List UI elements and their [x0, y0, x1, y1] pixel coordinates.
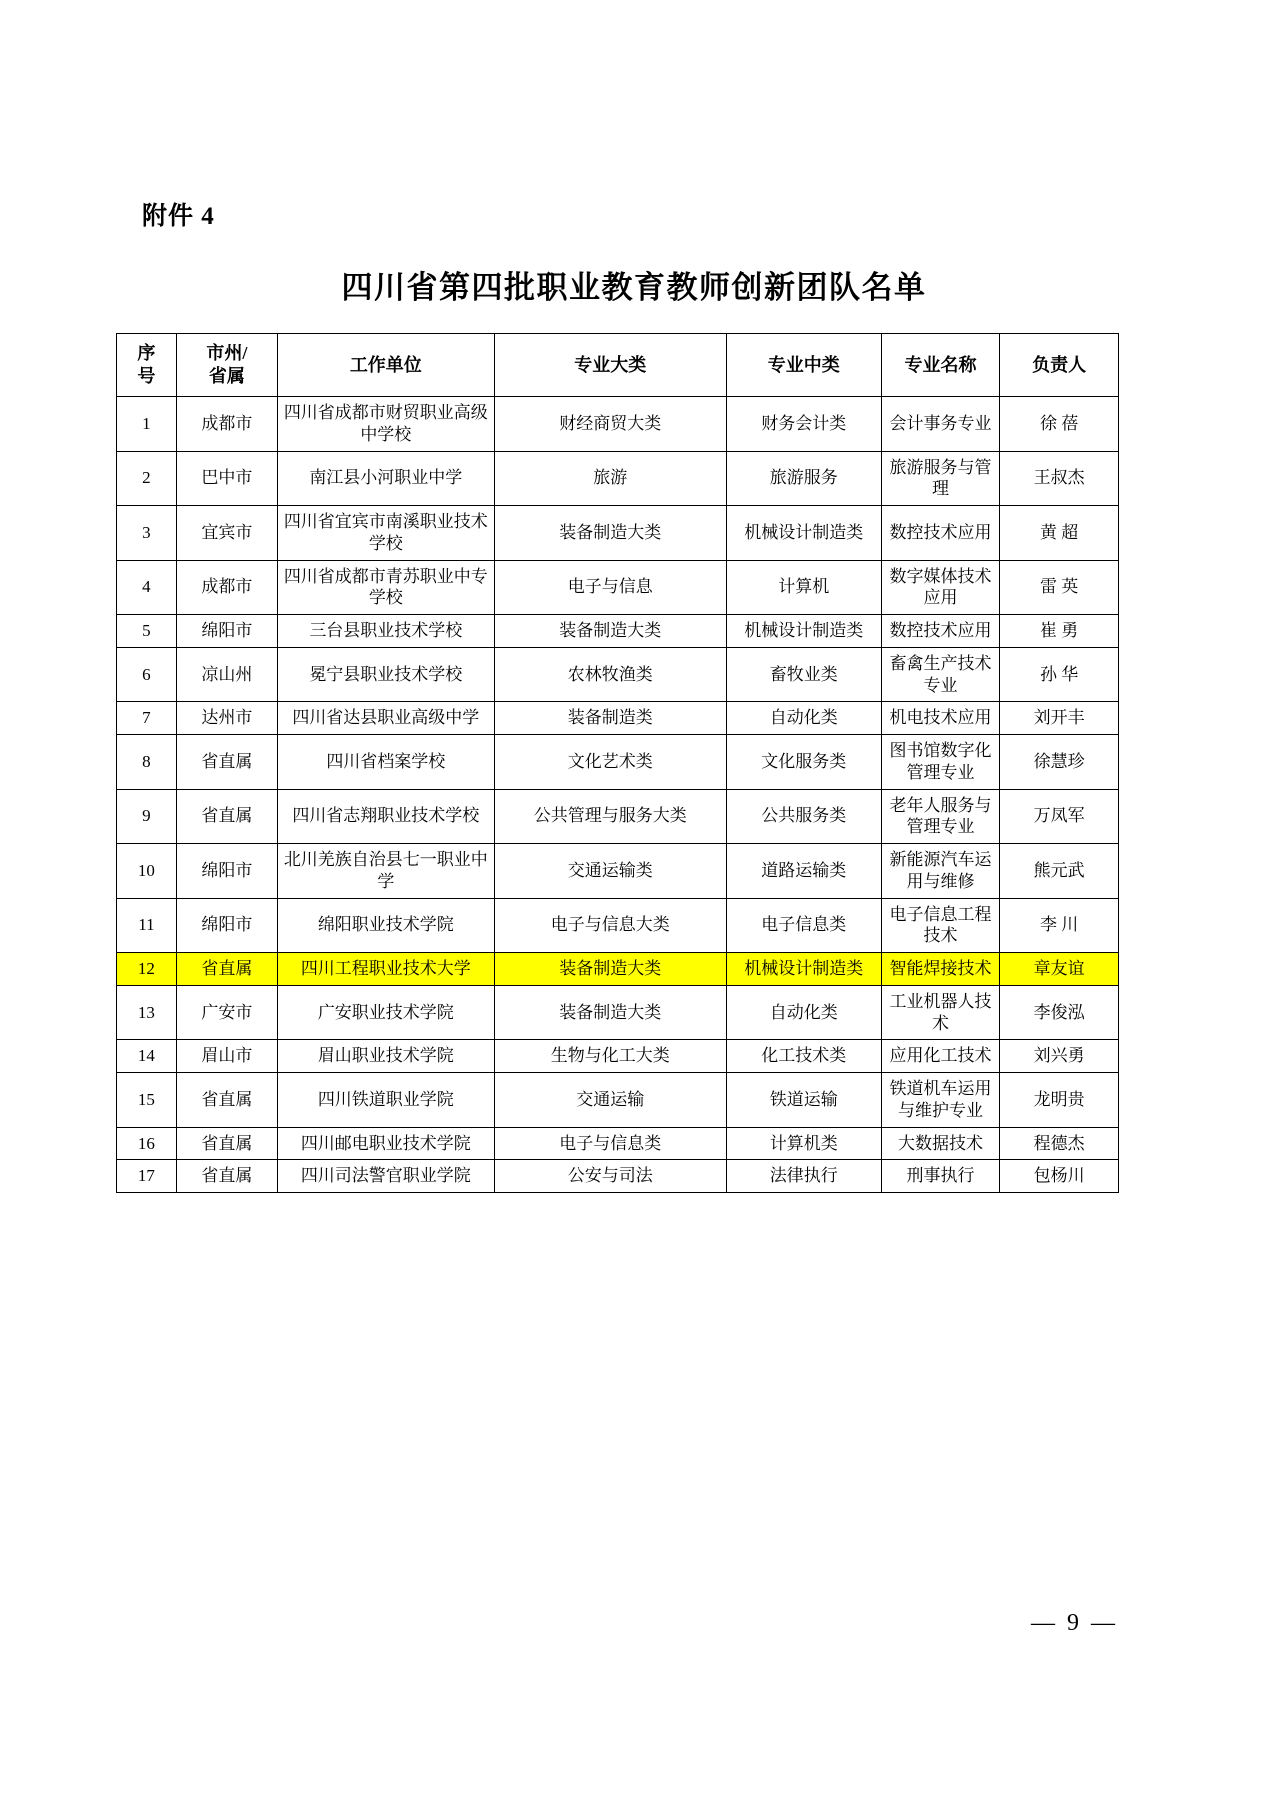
- cell-index: 11: [117, 898, 177, 953]
- table-row: [117, 953, 1119, 986]
- cell-index: 17: [117, 1160, 177, 1193]
- cell-major-big: 电子与信息: [494, 560, 726, 615]
- cell-major-name: 电子信息工程技术: [881, 898, 1000, 953]
- cell-leader: 龙明贵: [1000, 1073, 1119, 1128]
- cell-major-mid: 畜牧业类: [726, 647, 881, 702]
- cell-major-mid: 法律执行: [726, 1160, 881, 1193]
- cell-leader: 熊元武: [1000, 844, 1119, 899]
- column-header-major-name: 专业名称: [881, 334, 1000, 397]
- cell-major-name: 畜禽生产技术专业: [881, 647, 1000, 702]
- cell-city: 省直属: [176, 789, 277, 844]
- cell-index: 7: [117, 702, 177, 735]
- cell-index: 9: [117, 789, 177, 844]
- cell-major-name: 大数据技术: [881, 1127, 1000, 1160]
- cell-index: 8: [117, 735, 177, 790]
- table-row: [117, 397, 1119, 452]
- cell-major-name: 工业机器人技术: [881, 985, 1000, 1040]
- cell-unit: 北川羌族自治县七一职业中学: [277, 844, 494, 899]
- cell-leader: 黄 超: [1000, 506, 1119, 561]
- cell-unit: 四川省成都市财贸职业高级中学校: [277, 397, 494, 452]
- table-body: [117, 397, 1119, 1193]
- cell-unit: 四川省志翔职业技术学校: [277, 789, 494, 844]
- cell-major-name: 数控技术应用: [881, 615, 1000, 648]
- cell-city: 省直属: [176, 1127, 277, 1160]
- table-row: [117, 1160, 1119, 1193]
- table-row: [117, 615, 1119, 648]
- cell-major-big: 财经商贸大类: [494, 397, 726, 452]
- cell-major-big: 旅游: [494, 451, 726, 506]
- team-list-table: [116, 333, 1119, 1193]
- table-row: [117, 702, 1119, 735]
- page-number: — 9 —: [1031, 1610, 1118, 1636]
- cell-unit: 绵阳职业技术学院: [277, 898, 494, 953]
- cell-index: 6: [117, 647, 177, 702]
- cell-leader: 包杨川: [1000, 1160, 1119, 1193]
- table-row: [117, 560, 1119, 615]
- page-title: 四川省第四批职业教育教师创新团队名单: [341, 270, 927, 305]
- cell-index: 12: [117, 953, 177, 986]
- table-row: [117, 506, 1119, 561]
- cell-major-big: 文化艺术类: [494, 735, 726, 790]
- cell-leader: 李俊泓: [1000, 985, 1119, 1040]
- cell-major-mid: 自动化类: [726, 702, 881, 735]
- table-header: [117, 334, 1119, 397]
- cell-major-mid: 机械设计制造类: [726, 506, 881, 561]
- cell-city: 绵阳市: [176, 898, 277, 953]
- cell-city: 凉山州: [176, 647, 277, 702]
- cell-major-name: 刑事执行: [881, 1160, 1000, 1193]
- cell-unit: 冕宁县职业技术学校: [277, 647, 494, 702]
- column-header-city-line1: 市州/: [206, 343, 248, 363]
- cell-major-name: 铁道机车运用与维护专业: [881, 1073, 1000, 1128]
- cell-major-big: 电子与信息大类: [494, 898, 726, 953]
- cell-index: 3: [117, 506, 177, 561]
- cell-index: 1: [117, 397, 177, 452]
- table-row: [117, 1127, 1119, 1160]
- table-row: [117, 844, 1119, 899]
- cell-major-mid: 公共服务类: [726, 789, 881, 844]
- cell-major-mid: 计算机: [726, 560, 881, 615]
- cell-major-big: 交通运输: [494, 1073, 726, 1128]
- cell-major-mid: 财务会计类: [726, 397, 881, 452]
- cell-unit: 四川省档案学校: [277, 735, 494, 790]
- column-header-index: [117, 334, 177, 397]
- cell-unit: 四川省达县职业高级中学: [277, 702, 494, 735]
- cell-major-mid: 自动化类: [726, 985, 881, 1040]
- cell-city: 巴中市: [176, 451, 277, 506]
- cell-leader: 李 川: [1000, 898, 1119, 953]
- cell-unit: 四川铁道职业学院: [277, 1073, 494, 1128]
- cell-major-big: 电子与信息类: [494, 1127, 726, 1160]
- cell-city: 省直属: [176, 1160, 277, 1193]
- cell-major-name: 新能源汽车运用与维修: [881, 844, 1000, 899]
- cell-unit: 四川司法警官职业学院: [277, 1160, 494, 1193]
- cell-city: 省直属: [176, 953, 277, 986]
- cell-city: 绵阳市: [176, 844, 277, 899]
- cell-city: 绵阳市: [176, 615, 277, 648]
- cell-index: 2: [117, 451, 177, 506]
- cell-city: 广安市: [176, 985, 277, 1040]
- table-row: [117, 985, 1119, 1040]
- cell-index: 16: [117, 1127, 177, 1160]
- cell-major-big: 公安与司法: [494, 1160, 726, 1193]
- cell-major-name: 图书馆数字化管理专业: [881, 735, 1000, 790]
- table-row: [117, 451, 1119, 506]
- cell-leader: 孙 华: [1000, 647, 1119, 702]
- column-header-major-big: 专业大类: [494, 334, 726, 397]
- cell-major-name: 智能焊接技术: [881, 953, 1000, 986]
- cell-leader: 徐慧珍: [1000, 735, 1119, 790]
- cell-leader: 章友谊: [1000, 953, 1119, 986]
- cell-city: 成都市: [176, 397, 277, 452]
- cell-major-mid: 机械设计制造类: [726, 953, 881, 986]
- cell-city: 宜宾市: [176, 506, 277, 561]
- cell-major-mid: 道路运输类: [726, 844, 881, 899]
- team-list-table-wrapper: [116, 333, 1119, 1193]
- cell-major-name: 数字媒体技术应用: [881, 560, 1000, 615]
- column-header-city-line2: 省属: [208, 366, 245, 387]
- cell-unit: 南江县小河职业中学: [277, 451, 494, 506]
- cell-unit: 四川邮电职业技术学院: [277, 1127, 494, 1160]
- cell-major-big: 装备制造类: [494, 702, 726, 735]
- column-header-index-line2: 号: [137, 366, 156, 387]
- column-header-leader: 负责人: [1000, 334, 1119, 397]
- cell-unit: 四川省成都市青苏职业中专学校: [277, 560, 494, 615]
- cell-major-name: 老年人服务与管理专业: [881, 789, 1000, 844]
- cell-city: 成都市: [176, 560, 277, 615]
- cell-major-mid: 铁道运输: [726, 1073, 881, 1128]
- attachment-label: 附件 4: [142, 203, 215, 230]
- cell-index: 4: [117, 560, 177, 615]
- column-header-major-mid: 专业中类: [726, 334, 881, 397]
- cell-index: 5: [117, 615, 177, 648]
- cell-leader: 崔 勇: [1000, 615, 1119, 648]
- cell-unit: 广安职业技术学院: [277, 985, 494, 1040]
- cell-major-mid: 计算机类: [726, 1127, 881, 1160]
- table-row: [117, 1073, 1119, 1128]
- cell-major-big: 装备制造大类: [494, 615, 726, 648]
- cell-leader: 刘开丰: [1000, 702, 1119, 735]
- cell-city: 眉山市: [176, 1040, 277, 1073]
- cell-major-big: 交通运输类: [494, 844, 726, 899]
- cell-major-big: 公共管理与服务大类: [494, 789, 726, 844]
- table-row: [117, 735, 1119, 790]
- cell-city: 省直属: [176, 735, 277, 790]
- cell-major-mid: 旅游服务: [726, 451, 881, 506]
- cell-leader: 万凤军: [1000, 789, 1119, 844]
- cell-leader: 刘兴勇: [1000, 1040, 1119, 1073]
- cell-major-big: 农林牧渔类: [494, 647, 726, 702]
- cell-leader: 王叔杰: [1000, 451, 1119, 506]
- column-header-index-line1: 序: [137, 343, 156, 363]
- cell-index: 15: [117, 1073, 177, 1128]
- cell-unit: 眉山职业技术学院: [277, 1040, 494, 1073]
- cell-unit: 四川省宜宾市南溪职业技术学校: [277, 506, 494, 561]
- cell-leader: 雷 英: [1000, 560, 1119, 615]
- cell-major-big: 装备制造大类: [494, 985, 726, 1040]
- table-row: [117, 898, 1119, 953]
- cell-major-mid: 机械设计制造类: [726, 615, 881, 648]
- table-row: [117, 1040, 1119, 1073]
- cell-major-mid: 电子信息类: [726, 898, 881, 953]
- cell-major-big: 装备制造大类: [494, 953, 726, 986]
- cell-major-name: 旅游服务与管理: [881, 451, 1000, 506]
- cell-major-big: 生物与化工大类: [494, 1040, 726, 1073]
- cell-city: 省直属: [176, 1073, 277, 1128]
- column-header-city: [176, 334, 277, 397]
- table-header-row: [117, 334, 1119, 397]
- cell-index: 13: [117, 985, 177, 1040]
- cell-unit: 四川工程职业技术大学: [277, 953, 494, 986]
- cell-major-name: 应用化工技术: [881, 1040, 1000, 1073]
- cell-index: 14: [117, 1040, 177, 1073]
- cell-unit: 三台县职业技术学校: [277, 615, 494, 648]
- cell-major-mid: 文化服务类: [726, 735, 881, 790]
- cell-index: 10: [117, 844, 177, 899]
- cell-major-name: 机电技术应用: [881, 702, 1000, 735]
- table-row: [117, 789, 1119, 844]
- cell-major-mid: 化工技术类: [726, 1040, 881, 1073]
- cell-leader: 徐 蓓: [1000, 397, 1119, 452]
- column-header-unit: 工作单位: [277, 334, 494, 397]
- table-row: [117, 647, 1119, 702]
- cell-major-name: 数控技术应用: [881, 506, 1000, 561]
- cell-major-name: 会计事务专业: [881, 397, 1000, 452]
- cell-leader: 程德杰: [1000, 1127, 1119, 1160]
- cell-major-big: 装备制造大类: [494, 506, 726, 561]
- cell-city: 达州市: [176, 702, 277, 735]
